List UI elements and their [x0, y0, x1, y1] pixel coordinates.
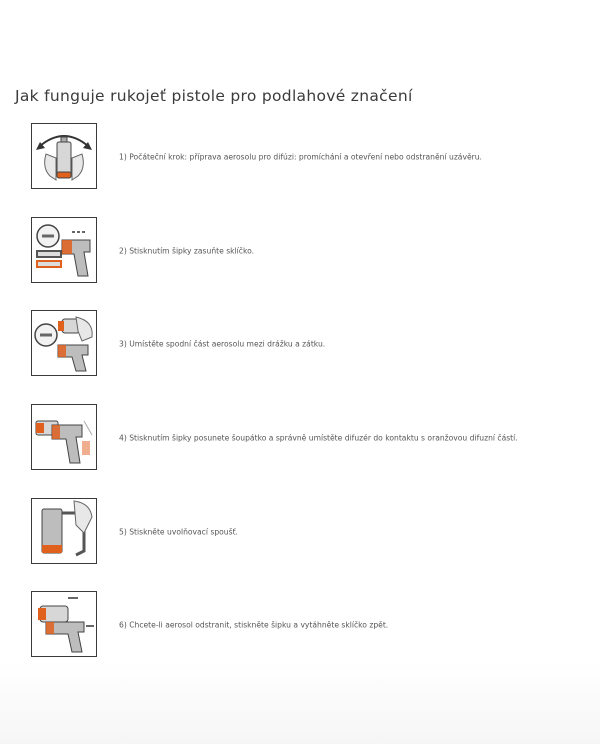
step-4-text: 4) Stisknutím šipky posunete šoupátko a správně umístěte difuzér do kontaktu s oranžovou difuzní částí.: [119, 433, 518, 443]
push-slider-icon: [31, 404, 97, 470]
page-title: Jak funguje rukojeť pistole pro podlahové značení: [15, 87, 413, 106]
step-5-text: 5) Stiskněte uvolňovací spoušť.: [119, 527, 238, 537]
step-3-text: 3) Umístěte spodní část aerosolu mezi drážku a zátku.: [119, 339, 326, 349]
step-5: [31, 498, 591, 566]
step-1: [31, 123, 591, 191]
remove-aerosol-icon: [31, 591, 97, 657]
step-6: [31, 591, 591, 659]
step-2-text: 2) Stisknutím šipky zasuňte sklíčko.: [119, 246, 254, 256]
insert-slide-icon: [31, 217, 97, 283]
step-3: [31, 310, 591, 378]
step-1-text: 1) Počáteční krok: příprava aerosolu pro difúzi: promíchání a otevření nebo odstranění uzávěru.: [119, 152, 482, 162]
step-6-text: 6) Chcete-li aerosol odstranit, stiskněte šipku a vytáhněte sklíčko zpět.: [119, 620, 389, 630]
step-2: [31, 217, 591, 285]
press-trigger-icon: [31, 498, 97, 564]
shake-aerosol-icon: [31, 123, 97, 189]
place-aerosol-icon: [31, 310, 97, 376]
step-4: [31, 404, 591, 472]
